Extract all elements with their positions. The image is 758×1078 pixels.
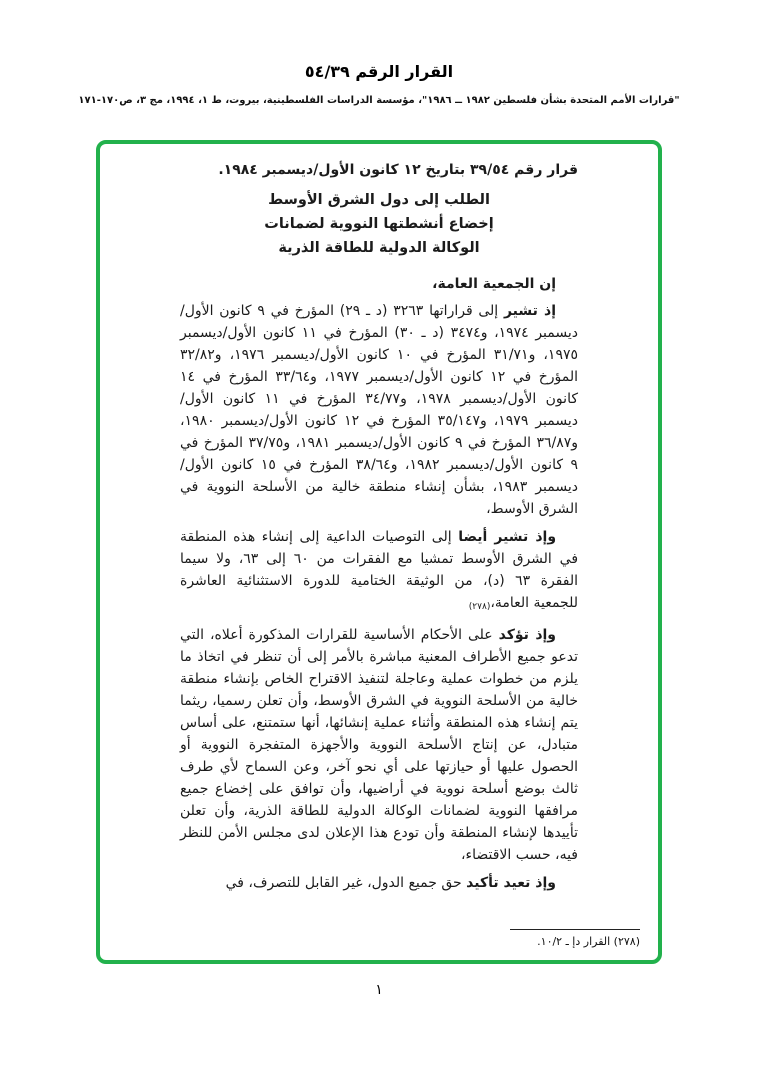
page-header — [0, 0, 758, 106]
footnote-ref: (٢٧٨) — [468, 602, 491, 612]
paragraph-text: إلى قراراتها ٣٢٦٣ (د ـ ٢٩) المؤرخ في ٩ كانون الأول/ديسمبر ١٩٧٤، و٣٤٧٤ (د ـ ٣٠) المؤرخ في ١١ كانون الأول/ديسمبر ١٩٧٥، و٣١/٧١ المؤرخ في ١٠ كانون الأول/ديسمبر ١٩٧٦، و٣٢/٨٢ المؤرخ في ١٢ كانون الأول/ديسمبر ١٩٧٧، و٣٣/٦٤ المؤرخ في ١٤ كانون الأول/ديسمبر ١٩٧٨، و٣٤/٧٧ المؤرخ في ١١ كانون الأول/ديسمبر ١٩٧٩، و٣٥/١٤٧ المؤرخ في ١٢ كانون الأول/ديسمبر ١٩٨٠، و٣٦/٨٧ المؤرخ في ٩ كانون الأول/ديسمبر ١٩٨١، و٣٧/٧٥ المؤرخ في ٩ كانون الأول/ديسمبر ١٩٨٢، و٣٨/٦٤ المؤرخ في ١٥ كانون الأول/ديسمبر ١٩٨٣، بشأن إنشاء منطقة خالية من الأسلحة النووية في الشرق الأوسط، — [180, 303, 578, 517]
resolution-title-line: الطلب إلى دول الشرق الأوسط — [268, 192, 490, 208]
paragraph-lead: وإذ تؤكد — [498, 627, 557, 643]
paragraph-text: على الأحكام الأساسية للقرارات المذكورة أعلاه، التي تدعو جميع الأطراف المعنية مباشرة بالأمر إلى أن تنظر في اتخاذ ما يلزم من خطوات عملية وعاجلة لتنفيذ الاقتراح الخاص بإنشاء منطقة خالية من الأسلحة النووية في الشرق الأوسط، وأن تعلن رسميا، ريثما يتم إنشاء هذه المنطقة وأثناء عملية إنشائها، أنها ستمتنع، على أساس متبادل، عن إنتاج الأسلحة النووية والأجهزة المتفجرة النووية أو الحصول عليها أو حيازتها على أي نحو آخر، وعن السماح لأي طرف ثالث بوضع أسلحة نووية في أراضيها، وأن توافق على إخضاع جميع مرافقها النووية لضمانات الوكالة الدولية للطاقة الذرية، وأن تعلن تأييدها لإنشاء المنطقة وأن تودع هذا الإعلان لدى مجلس الأمن للنظر فيه، حسب الاقتضاء، — [180, 627, 578, 863]
paragraph-text: إلى التوصيات الداعية إلى إنشاء هذه المنطقة في الشرق الأوسط تمشيا مع الفقرات من ٦٠ إلى ٦٣، ولا سيما الفقرة ٦٣ (د)، من الوثيقة الختامية للدورة الاستثنائية العاشرة للجمعية العامة، — [180, 529, 579, 611]
footnote-text: (٢٧٨) القرار دإ ـ ١٠/٢. — [537, 935, 640, 948]
resolution-title — [180, 188, 578, 260]
paragraph-recalling — [180, 300, 578, 520]
page-title: القرار الرقم ٥٤/٣٩ — [304, 62, 454, 81]
paragraph-reaffirming — [180, 872, 578, 894]
paragraph-lead: وإذ تشير أيضا — [458, 529, 557, 545]
resolution-title-line: الوكالة الدولية للطاقة الذرية — [278, 240, 480, 256]
resolution-date-line: قرار رقم ٣٩/٥٤ بتاريخ ١٢ كانون الأول/ديسمبر ١٩٨٤. — [218, 162, 578, 178]
paragraph-text: حق جميع الدول، غير القابل للتصرف، في — [225, 875, 462, 891]
paragraph-recalling-also — [180, 526, 578, 618]
paragraph-lead: إذ تشير — [503, 303, 557, 319]
resolution-content — [180, 162, 578, 894]
resolution-opening: إن الجمعية العامة، — [432, 276, 556, 292]
paragraph-emphasizing — [180, 624, 578, 866]
source-citation: "قرارات الأمم المتحدة بشأن فلسطين ١٩٨٢ ــ ١٩٨٦"، مؤسسة الدراسات الفلسطينية، بيروت، ط ١، ١٩٩٤، مج ٣، ص١٧٠-١٧١ — [78, 95, 680, 106]
footnote-area — [425, 929, 640, 948]
footnote-separator — [510, 929, 640, 930]
page-number: ١ — [375, 982, 383, 998]
resolution-box — [96, 140, 662, 964]
resolution-title-line: إخضاع أنشطتها النووية لضمانات — [264, 216, 494, 232]
paragraph-lead: وإذ تعيد تأكيد — [466, 875, 556, 891]
